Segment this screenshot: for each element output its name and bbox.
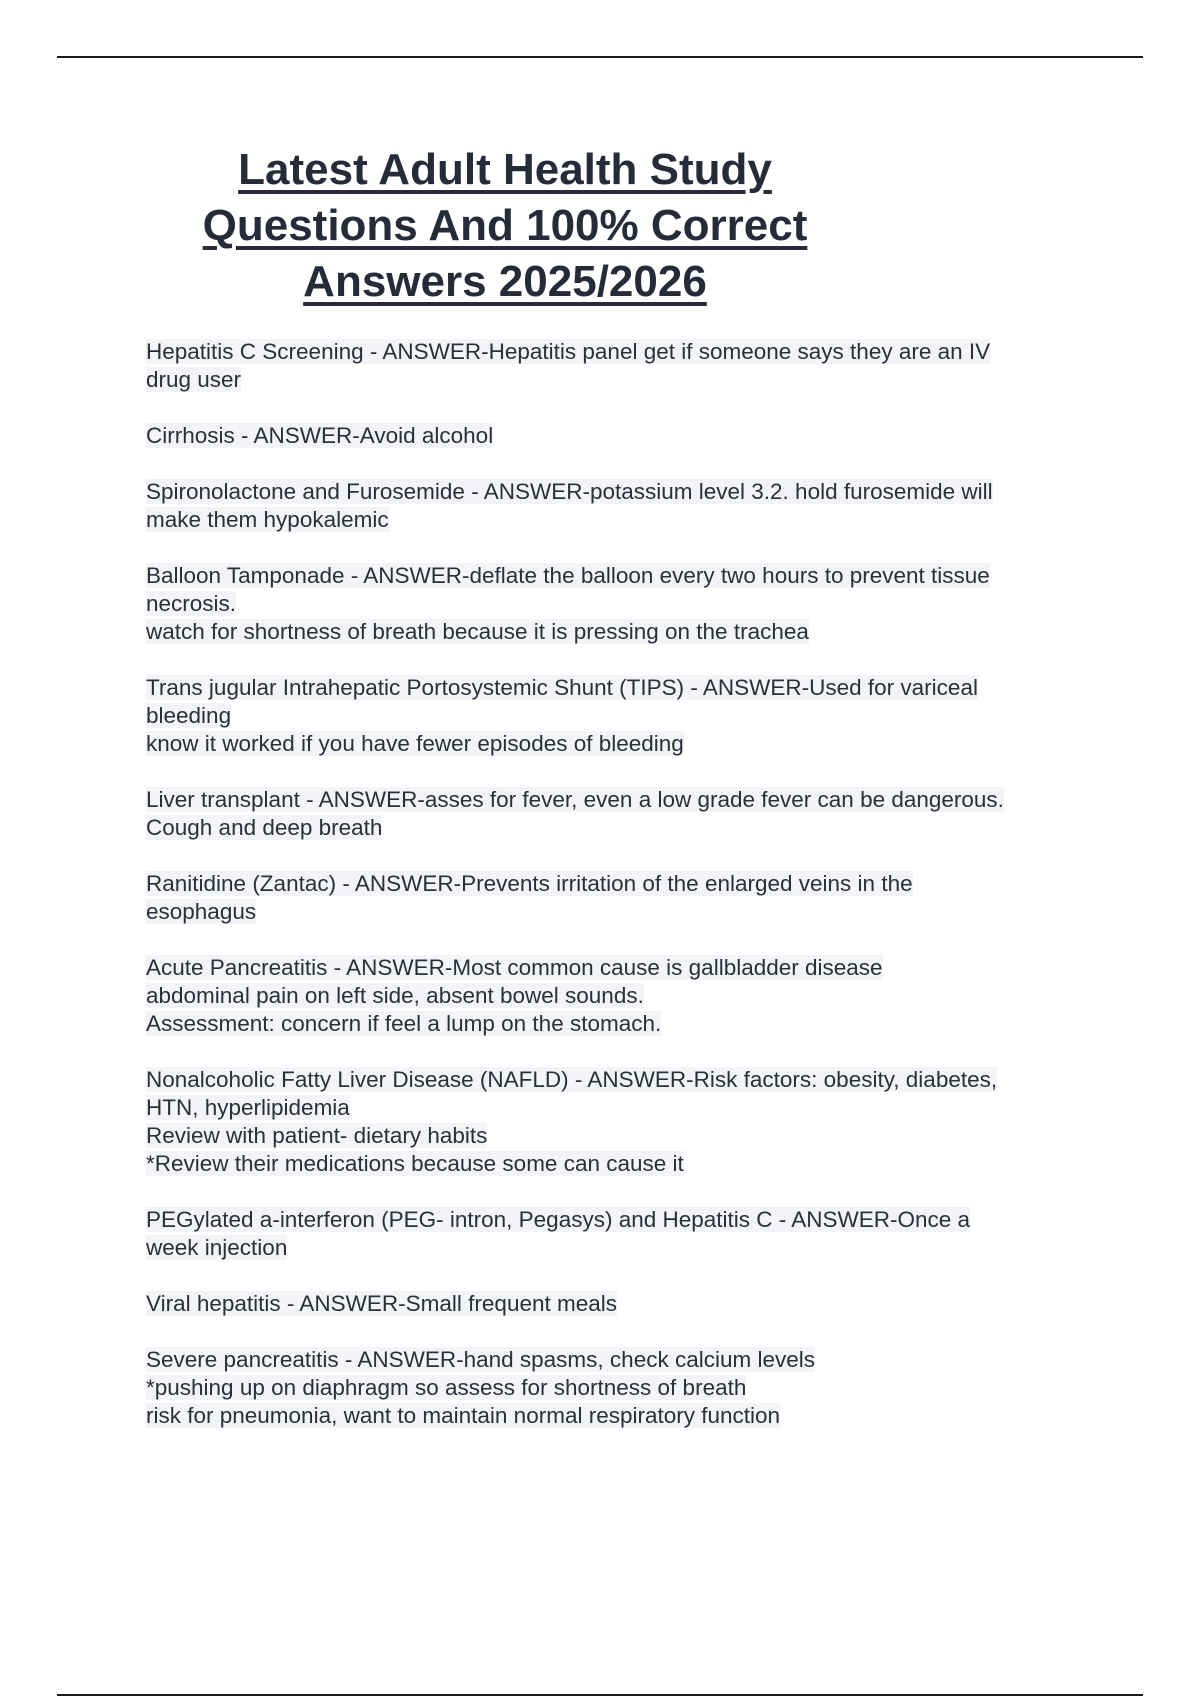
qa-line-text: Spironolactone and Furosemide - ANSWER-potassium level 3.2. hold furosemide will: [146, 479, 993, 504]
qa-line: [146, 1066, 1086, 1094]
qa-line-text: week injection: [146, 1235, 288, 1260]
qa-item: [146, 1206, 1086, 1262]
qa-line-text: *pushing up on diaphragm so assess for shortness of breath: [146, 1375, 747, 1400]
qa-item: [146, 786, 1086, 842]
qa-line: [146, 422, 1086, 450]
qa-line-text: know it worked if you have fewer episodes of bleeding: [146, 731, 684, 756]
qa-line: [146, 982, 1086, 1010]
qa-line: [146, 1374, 1086, 1402]
qa-line: [146, 478, 1086, 506]
qa-line: [146, 702, 1086, 730]
qa-line-text: Viral hepatitis - ANSWER-Small frequent meals: [146, 1291, 618, 1316]
qa-line: [146, 1122, 1086, 1150]
qa-line-text: Assessment: concern if feel a lump on the stomach.: [146, 1011, 662, 1036]
qa-item: [146, 870, 1086, 926]
qa-line: [146, 338, 1086, 366]
qa-line: [146, 562, 1086, 590]
qa-item: [146, 478, 1086, 534]
qa-item: [146, 1290, 1086, 1318]
qa-line-text: Acute Pancreatitis - ANSWER-Most common cause is gallbladder disease: [146, 955, 883, 980]
top-divider: [57, 56, 1143, 58]
qa-line: [146, 1150, 1086, 1178]
qa-line-text: bleeding: [146, 703, 232, 728]
qa-list: [146, 338, 1086, 1458]
qa-line-text: abdominal pain on left side, absent bowel sounds.: [146, 983, 644, 1008]
title-line: Latest Adult Health Study: [238, 145, 772, 194]
qa-line-text: Severe pancreatitis - ANSWER-hand spasms, check calcium levels: [146, 1347, 816, 1372]
qa-item: [146, 422, 1086, 450]
bottom-divider: [57, 1694, 1143, 1696]
qa-line-text: Trans jugular Intrahepatic Portosystemic Shunt (TIPS) - ANSWER-Used for variceal: [146, 675, 978, 700]
qa-line: [146, 506, 1086, 534]
qa-line: [146, 1290, 1086, 1318]
qa-line-text: make them hypokalemic: [146, 507, 389, 532]
qa-line: [146, 366, 1086, 394]
qa-line-text: Hepatitis C Screening - ANSWER-Hepatitis panel get if someone says they are an IV: [146, 339, 991, 364]
qa-item: [146, 674, 1086, 758]
qa-line: [146, 674, 1086, 702]
qa-line-text: Liver transplant - ANSWER-asses for fever, even a low grade fever can be dangerous.: [146, 787, 1004, 812]
qa-line: [146, 1346, 1086, 1374]
qa-line-text: Ranitidine (Zantac) - ANSWER-Prevents irritation of the enlarged veins in the: [146, 871, 913, 896]
title-line: Answers 2025/2026: [303, 257, 707, 306]
qa-item: [146, 562, 1086, 646]
qa-line-text: watch for shortness of breath because it is pressing on the trachea: [146, 619, 809, 644]
title-line: Questions And 100% Correct: [202, 201, 808, 250]
qa-line-text: HTN, hyperlipidemia: [146, 1095, 350, 1120]
qa-line: [146, 1402, 1086, 1430]
qa-line-text: PEGylated a-interferon (PEG- intron, Pegasys) and Hepatitis C - ANSWER-Once a: [146, 1207, 971, 1232]
qa-line-text: necrosis.: [146, 591, 237, 616]
qa-line-text: Review with patient- dietary habits: [146, 1123, 488, 1148]
qa-line: [146, 870, 1086, 898]
qa-line: [146, 730, 1086, 758]
qa-line: [146, 1234, 1086, 1262]
qa-line: [146, 1206, 1086, 1234]
qa-line: [146, 618, 1086, 646]
qa-line: [146, 814, 1086, 842]
qa-line-text: Cough and deep breath: [146, 815, 383, 840]
qa-item: [146, 338, 1086, 394]
qa-line: [146, 898, 1086, 926]
qa-item: [146, 1066, 1086, 1178]
qa-line-text: risk for pneumonia, want to maintain normal respiratory function: [146, 1403, 781, 1428]
qa-line-text: Cirrhosis - ANSWER-Avoid alcohol: [146, 423, 494, 448]
qa-line-text: esophagus: [146, 899, 257, 924]
qa-item: [146, 1346, 1086, 1430]
qa-line-text: drug user: [146, 367, 242, 392]
qa-line-text: *Review their medications because some can cause it: [146, 1151, 684, 1176]
qa-line-text: Balloon Tamponade - ANSWER-deflate the balloon every two hours to prevent tissue: [146, 563, 990, 588]
qa-line: [146, 590, 1086, 618]
qa-line: [146, 1010, 1086, 1038]
qa-item: [146, 954, 1086, 1038]
qa-line: [146, 1094, 1086, 1122]
qa-line: [146, 786, 1086, 814]
qa-line-text: Nonalcoholic Fatty Liver Disease (NAFLD) - ANSWER-Risk factors: obesity, diabetes,: [146, 1067, 998, 1092]
document-title: [160, 142, 850, 310]
qa-line: [146, 954, 1086, 982]
